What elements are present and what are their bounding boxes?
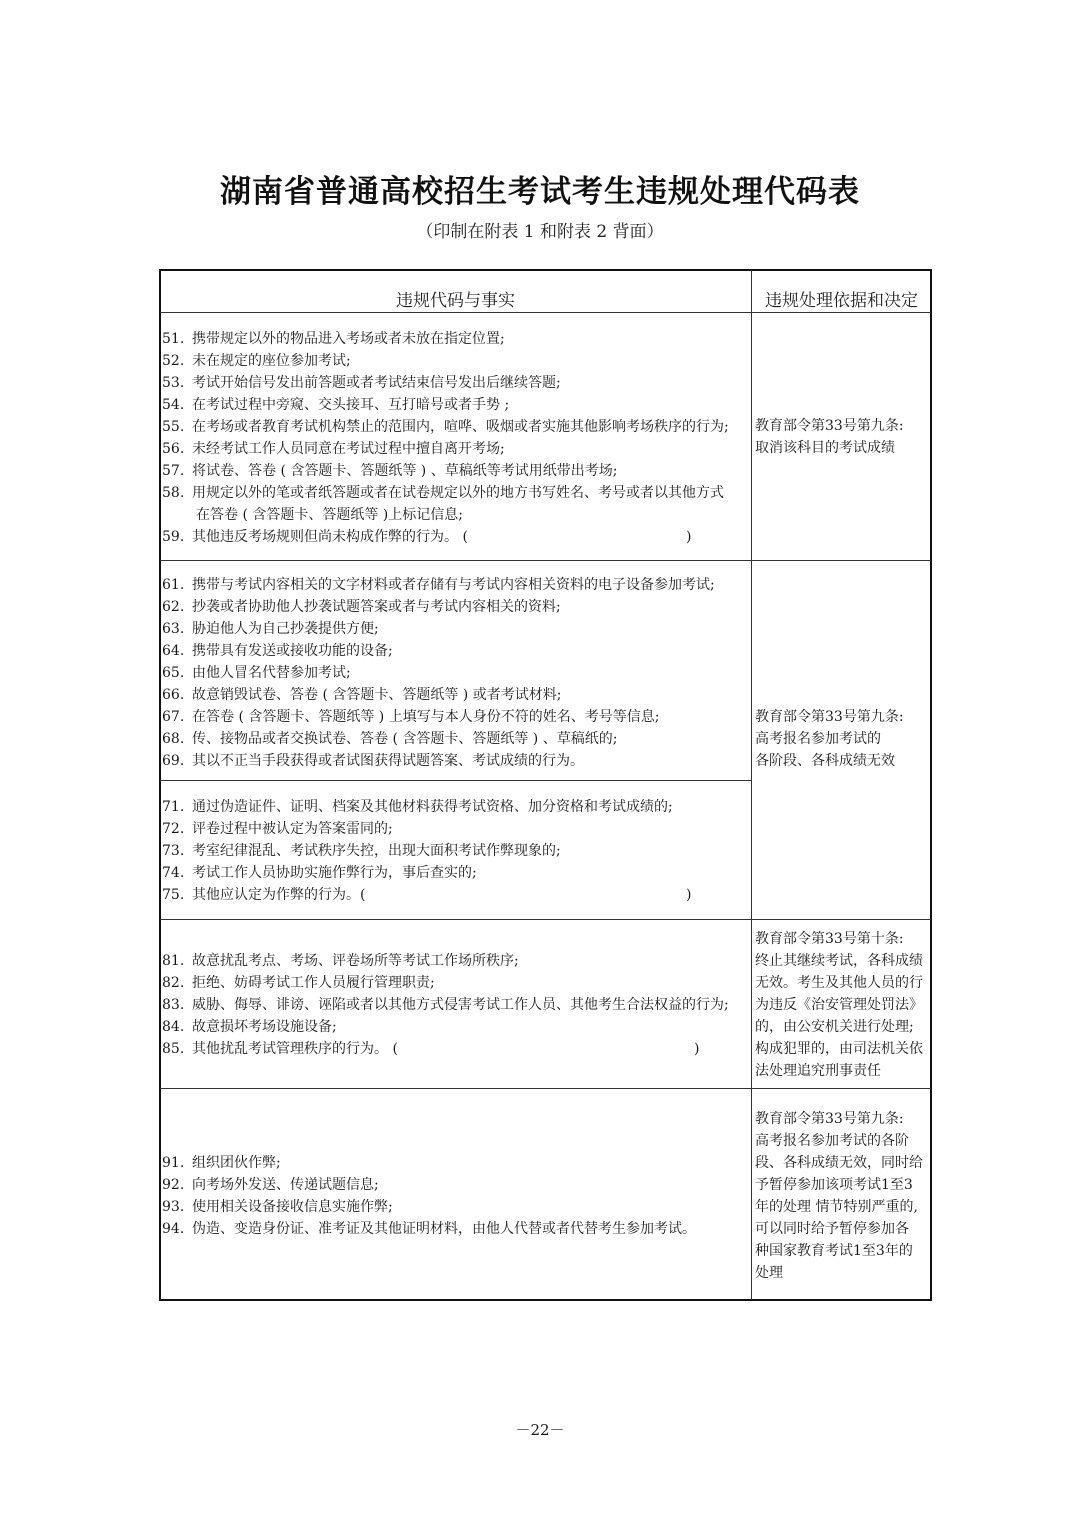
page-subtitle: （印制在附表 1 和附表 2 背面）: [416, 222, 664, 242]
violation-item-other: 59. 其他违反考场规则但尚未构成作弊的行为。 ( ): [162, 526, 754, 548]
blank-close-paren: ): [686, 529, 692, 545]
violation-item: 82. 拒绝、妨碍考试工作人员履行管理职责;: [162, 975, 435, 991]
violation-item: 83. 威胁、侮辱、诽谤、诬陷或者以其他方式侵害考试工作人员、其他考生合法权益的行为;: [162, 997, 729, 1013]
violation-item: 61. 携带与考试内容相关的文字材料或者存储有与考试内容相关资料的电子设备参加考试;: [162, 577, 715, 593]
violation-item: 94. 伪造、变造身份证、准考证及其他证明材料，由他人代替或者代替考生参加考试。: [162, 1221, 696, 1237]
violation-item: 67. 在答卷 ( 含答题卡、答题纸等 ) 上填写与本人身份不符的姓名、考号等信息;: [162, 709, 660, 725]
violation-item-other: 85. 其他扰乱考试管理秩序的行为。 ( ): [162, 1038, 754, 1060]
row-divider: [160, 1088, 931, 1089]
violation-group-91: [162, 1152, 754, 1240]
violation-item: 93. 使用相关设备接收信息实施作弊;: [162, 1199, 393, 1215]
violation-item-other: 75. 其他应认定为作弊的行为。( ): [162, 884, 754, 906]
decision-91: 教育部令第33号第九条: 高考报名参加考试的各阶 段、各科成绩无效，同时给 予暂停参加该项考试1至3 年的处理 情节特别严重的, 可以同时给予暂停参加各 种国家教育考试1至3年的 处理: [755, 1111, 923, 1281]
blank-close-paren: ): [686, 887, 692, 903]
violation-group-81: [162, 950, 754, 1060]
violation-item: 58. 用规定以外的笔或者纸答题或者在试卷规定以外的地方书写姓名、考号或者以其他方式: [162, 485, 724, 501]
violation-item: 51. 携带规定以外的物品进入考场或者未放在指定位置;: [162, 331, 505, 347]
violation-item: 64. 携带具有发送或接收功能的设备;: [162, 643, 393, 659]
violation-item: 66. 故意销毁试卷、答卷 ( 含答题卡、答题纸等 ) 或者考试材料;: [162, 687, 562, 703]
violation-item: 73. 考室纪律混乱、考试秩序失控，出现大面积考试作弊现象的;: [162, 843, 561, 859]
page-title: 湖南省普通高校招生考试考生违规处理代码表: [220, 174, 860, 210]
row-divider: [160, 560, 931, 561]
violation-group-51: [162, 328, 754, 548]
violation-item: 55. 在考场或者教育考试机构禁止的范围内，喧哗、吸烟或者实施其他影响考场秩序的行为;: [162, 419, 729, 435]
column-header-facts: 违规代码与事实: [396, 291, 515, 311]
decision-61-75: 教育部令第33号第九条: 高考报名参加考试的 各阶段、各科成绩无效: [755, 709, 904, 769]
row-divider: [160, 780, 751, 781]
decision-51: 教育部令第33号第九条: 取消该科目的考试成绩: [755, 418, 904, 456]
violation-item: 54. 在考试过程中旁窥、交头接耳、互打暗号或者手势 ;: [162, 397, 510, 413]
violation-item: 92. 向考场外发送、传递试题信息;: [162, 1177, 379, 1193]
violation-item: 72. 评卷过程中被认定为答案雷同的;: [162, 821, 393, 837]
violation-item: 74. 考试工作人员协助实施作弊行为，事后查实的;: [162, 865, 477, 881]
violation-item: 69. 其以不正当手段获得或者试图获得试题答案、考试成绩的行为。: [162, 753, 584, 769]
violation-item: 56. 未经考试工作人员同意在考试过程中擅自离开考场;: [162, 441, 505, 457]
violation-item: 71. 通过伪造证件、证明、档案及其他材料获得考试资格、加分资格和考试成绩的;: [162, 799, 673, 815]
header-divider: [160, 312, 931, 313]
row-divider: [160, 919, 931, 920]
violation-item-continuation: 在答卷 ( 含答题卡、答题纸等 )上标记信息;: [196, 507, 463, 523]
decision-81: 教育部令第33号第十条: 终止其继续考试，各科成绩 无效。考生及其他人员的行 为违反《治安管理处罚法》 的，由公安机关进行处理; 构成犯罪的，由司法机关依 法处理追究刑事责任: [755, 931, 923, 1079]
violation-item: 65. 由他人冒名代替参加考试;: [162, 665, 351, 681]
violation-item: 81. 故意扰乱考点、考场、评卷场所等考试工作场所秩序;: [162, 953, 519, 969]
violation-item: 63. 胁迫他人为自己抄袭提供方便;: [162, 621, 379, 637]
violation-item: 68. 传、接物品或者交换试卷、答卷 ( 含答题卡、答题纸等 ) 、草稿纸的;: [162, 731, 618, 747]
column-header-decision: 违规处理依据和决定: [765, 291, 918, 311]
violation-group-61: [162, 574, 754, 772]
violation-group-71: [162, 796, 754, 906]
violation-item: 57. 将试卷、答卷 ( 含答题卡、答题纸等 ) 、草稿纸等考试用纸带出考场;: [162, 463, 618, 479]
violation-item: 84. 故意损坏考场设施设备;: [162, 1019, 337, 1035]
violation-item: 53. 考试开始信号发出前答题或者考试结束信号发出后继续答题;: [162, 375, 561, 391]
page-number: －22－: [515, 1421, 565, 1439]
violation-item: 52. 未在规定的座位参加考试;: [162, 353, 351, 369]
blank-close-paren: ): [694, 1041, 700, 1057]
violation-item: 62. 抄袭或者协助他人抄袭试题答案或者与考试内容相关的资料;: [162, 599, 561, 615]
violation-item: 91. 组织团伙作弊;: [162, 1155, 281, 1171]
